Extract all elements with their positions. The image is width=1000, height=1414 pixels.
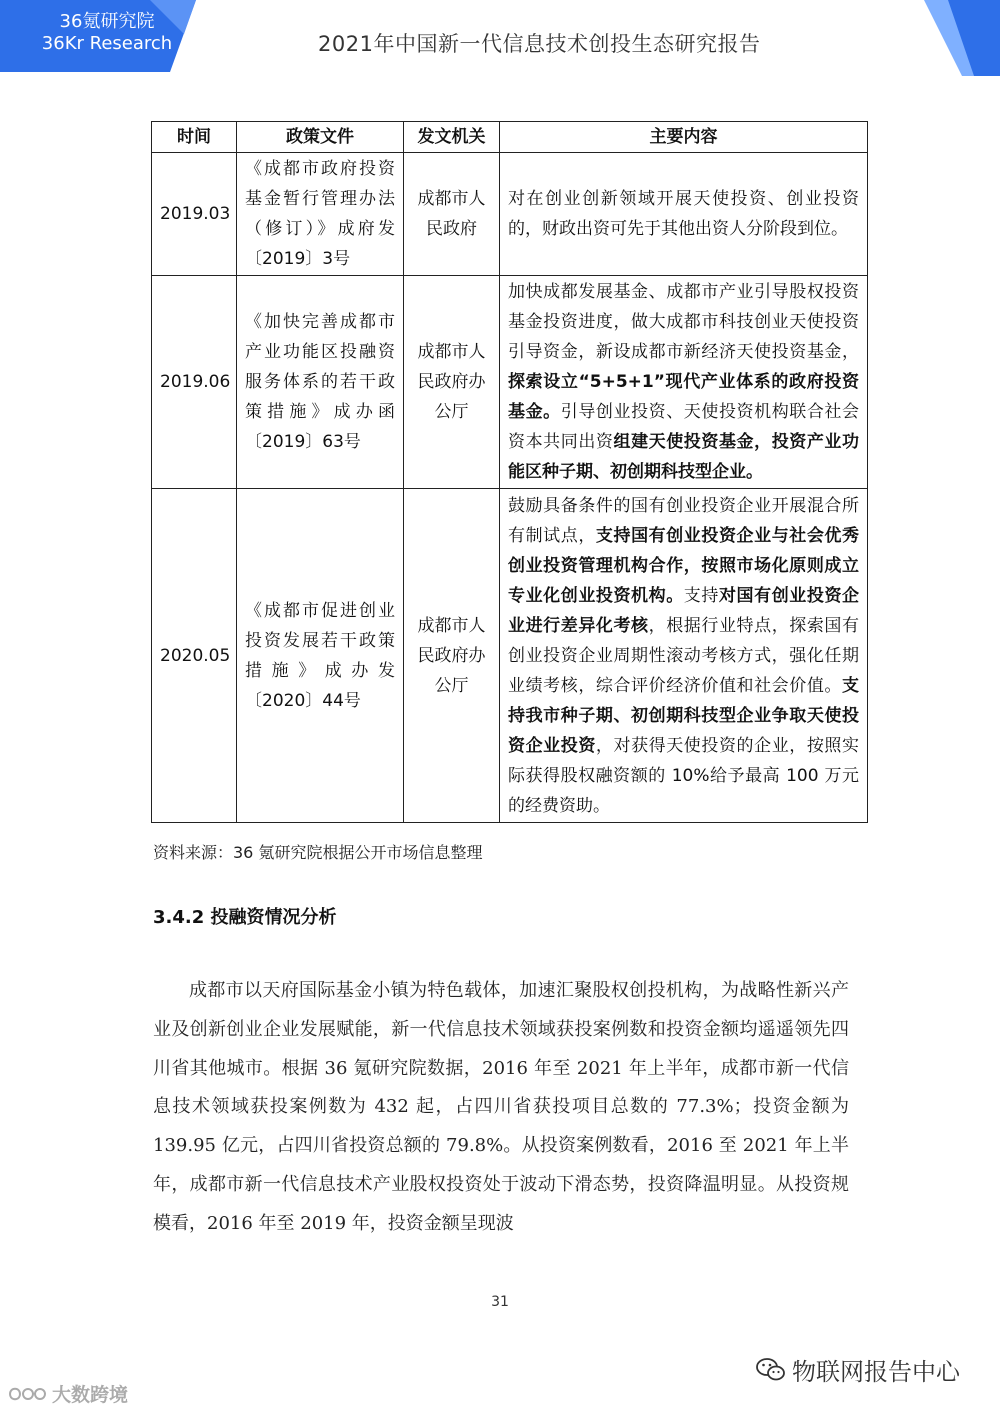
content-segment: 鼓励具备条件的国有创业投资企业开展混合所有制试点， [508, 495, 859, 546]
source-note: 资料来源：36 氪研究院根据公开市场信息整理 [153, 843, 483, 862]
content-segment: ，根据行业特点，探索国有创业投资企业周期性滚动考核方式，强化任期业绩考核，综合评价经济价值和社会价值。 [508, 615, 860, 696]
policy-table [151, 121, 868, 823]
header-content: 主要内容 [500, 122, 868, 153]
content-segment-bold: 支持国有创业投资企业与社会优秀创业投资管理机构合作，按照市场化原则成立专业化创业投资机构。 [508, 525, 860, 606]
content-segment-bold: 支持我市种子期、初创期科技型企业争取天使投资企业投资 [508, 675, 859, 756]
cell-issuer: 成都市人民政府办公厅 [404, 489, 500, 823]
content-segment-bold: 对国有创业投资企业进行差异化考核 [508, 585, 860, 636]
cell-content [500, 276, 868, 489]
content-segment: ，对获得天使投资的企业，按照实际获得股权融资额的 10%给予最高 100 万元的经费资助。 [508, 735, 860, 816]
table-row [152, 489, 868, 823]
cell-time: 2020.05 [152, 489, 237, 823]
logo-line-2: 36Kr Research [41, 33, 173, 54]
watermark-left [6, 1380, 128, 1407]
content-segment: 引导创业投资、天使投资机构联合社会资本共同出资 [508, 402, 860, 452]
cell-issuer: 成都市人民政府办公厅 [404, 276, 500, 489]
content-segment-bold: 探索设立“5+5+1”现代产业体系的政府投资基金。 [508, 372, 859, 422]
content-segment-bold: 组建天使投资基金，投资产业功能区种子期、初创期科技型企业。 [508, 432, 860, 482]
cell-document: 《成都市促进创业投资发展若干政策措施》成办发〔2020〕44号 [237, 489, 404, 823]
logo-line-1: 36氪研究院 [59, 11, 155, 32]
wechat-icon [756, 1357, 786, 1383]
header-time: 时间 [152, 122, 237, 153]
cell-time: 2019.03 [152, 153, 237, 276]
cell-document: 《成都市政府投资基金暂行管理办法（修订）》成府发〔2019〕3号 [237, 153, 404, 276]
cell-document: 《加快完善成都市产业功能区投融资服务体系的若干政策措施》成办函〔2019〕63号 [237, 276, 404, 489]
body-paragraph: 成都市以天府国际基金小镇为特色载体，加速汇聚股权创投机构，为战略性新兴产业及创新创业企业发展赋能，新一代信息技术领域获投案例数和投资金额均遥遥领先四川省其他城市。根据 36 氪研究院数据，2016 年至 2021 年上半年，成都市新一代信息技术领域获投案例数为 432 起，占四川省获投项目总数的 77.3%；投资金额为 139.95 亿元，占四川省投资总额的 79.8%。从投资案例数看，2016 至 2021 年上半年，成都市新一代信息技术产业股权投资处于波动下滑态势，投资降温明显。从投资规模看，2016 年至 2019 年，投资金额呈现波 [153, 980, 849, 1234]
document-title: 2021年中国新一代信息技术创投生态研究报告 [318, 32, 761, 56]
watermark-left-text: 大数跨境 [52, 1384, 129, 1406]
header-document: 政策文件 [237, 122, 404, 153]
content-segment: 对在创业创新领域开展天使投资、创业投资的，财政出资可先于其他出资人分阶段到位。 [508, 189, 859, 239]
content-segment: 加快成都发展基金、成都市产业引导股权投资基金投资进度，做大成都市科技创业天使投资引导资金，新设成都市新经济天使投资基金， [508, 282, 859, 362]
watermark-right [756, 1352, 960, 1387]
watermark-logo-icon [6, 1383, 48, 1405]
header-logo [0, 0, 196, 72]
table-row [152, 276, 868, 489]
header-issuer: 发文机关 [404, 122, 500, 153]
table-header-row [152, 122, 868, 153]
cell-issuer: 成都市人民政府 [404, 153, 500, 276]
section-heading: 3.4.2 投融资情况分析 [153, 907, 337, 928]
content-segment: 支持 [683, 585, 719, 606]
table-row [152, 153, 868, 276]
cell-content [500, 153, 868, 276]
watermark-right-text: 物联网报告中心 [792, 1358, 960, 1386]
cell-time: 2019.06 [152, 276, 237, 489]
cell-content [500, 489, 868, 823]
page-number: 31 [491, 1294, 509, 1310]
header-corner-decoration [910, 0, 1000, 76]
